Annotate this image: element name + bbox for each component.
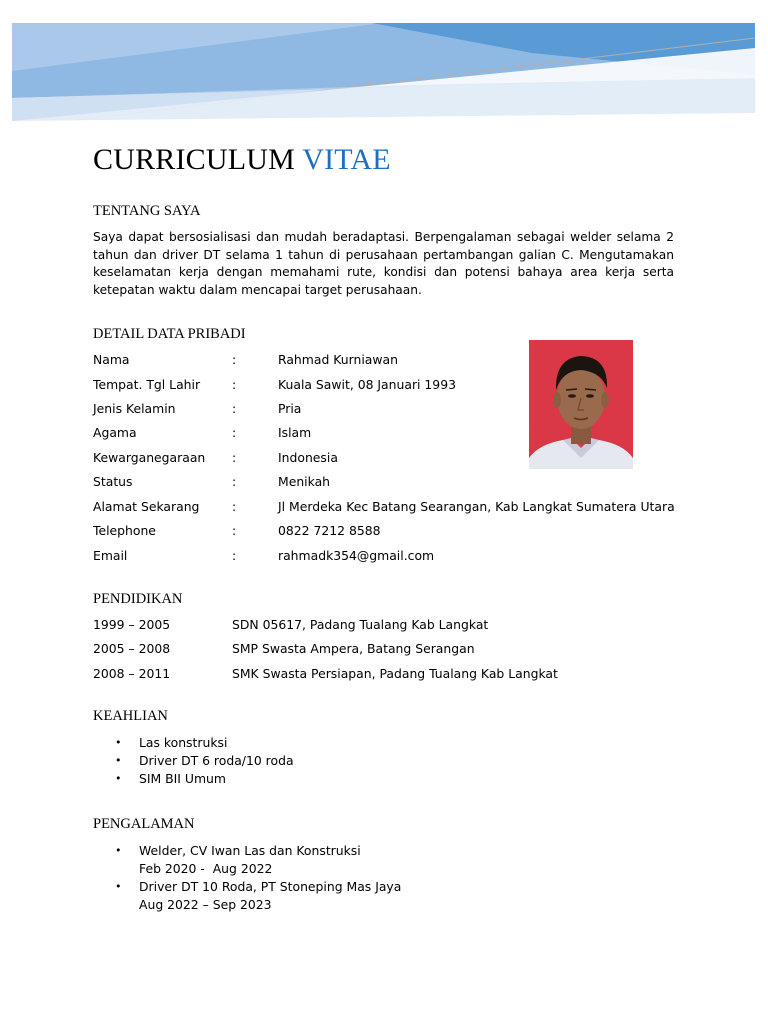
personal-separator: : xyxy=(232,450,237,465)
personal-label: Nama xyxy=(93,352,130,367)
banner-graphic xyxy=(12,23,755,133)
profile-photo xyxy=(529,340,633,469)
education-years: 2005 – 2008 xyxy=(93,641,171,656)
section-heading-personal: DETAIL DATA PRIBADI xyxy=(93,326,246,342)
education-school: SMP Swasta Ampera, Batang Serangan xyxy=(232,641,475,656)
personal-label: Jenis Kelamin xyxy=(93,401,176,416)
personal-label: Alamat Sekarang xyxy=(93,499,200,514)
section-heading-experience: PENGALAMAN xyxy=(93,816,195,832)
experience-title: Welder, CV Iwan Las dan Konstruksi xyxy=(139,843,361,858)
personal-separator: : xyxy=(232,352,237,367)
education-years: 1999 – 2005 xyxy=(93,617,171,632)
title-word-2: VITAE xyxy=(302,143,391,176)
personal-value: Indonesia xyxy=(278,450,338,465)
personal-separator: : xyxy=(232,425,237,440)
personal-value: Menikah xyxy=(278,474,331,489)
personal-label: Agama xyxy=(93,425,137,440)
personal-value: Islam xyxy=(278,425,312,440)
personal-separator: : xyxy=(232,499,237,514)
bullet-icon: • xyxy=(115,772,122,785)
skill-text: Las konstruksi xyxy=(139,735,228,750)
bullet-icon: • xyxy=(115,844,122,857)
bullet-icon: • xyxy=(115,880,122,893)
personal-label: Tempat. Tgl Lahir xyxy=(93,377,201,392)
experience-title: Driver DT 10 Roda, PT Stoneping Mas Jaya xyxy=(139,879,402,894)
education-years: 2008 – 2011 xyxy=(93,666,171,681)
personal-value: rahmadk354@gmail.com xyxy=(278,548,435,563)
personal-value: Kuala Sawit, 08 Januari 1993 xyxy=(278,377,456,392)
skill-text: Driver DT 6 roda/10 roda xyxy=(139,753,294,768)
section-heading-about: TENTANG SAYA xyxy=(93,203,201,219)
skill-text: SIM BII Umum xyxy=(139,771,226,786)
personal-separator: : xyxy=(232,548,237,563)
personal-label: Status xyxy=(93,474,133,489)
experience-period: Feb 2020 - Aug 2022 xyxy=(139,861,273,876)
title-word-1: CURRICULUM xyxy=(93,143,296,176)
personal-value: Pria xyxy=(278,401,302,416)
portrait-image xyxy=(529,340,633,469)
personal-label: Email xyxy=(93,548,128,563)
experience-period: Aug 2022 – Sep 2023 xyxy=(139,897,272,912)
personal-value: 0822 7212 8588 xyxy=(278,523,381,538)
section-heading-education: PENDIDIKAN xyxy=(93,591,183,607)
personal-value: Rahmad Kurniawan xyxy=(278,352,398,367)
personal-separator: : xyxy=(232,474,237,489)
education-school: SDN 05617, Padang Tualang Kab Langkat xyxy=(232,617,489,632)
personal-separator: : xyxy=(232,523,237,538)
personal-separator: : xyxy=(232,377,237,392)
about-paragraph: Saya dapat bersosialisasi dan mudah beradaptasi. Berpengalaman sebagai welder selama 2 tahun dan driver DT selama 1 tahun di perusahaan pertambangan galian C. Mengutamakan keselamatan kerja dengan memahami rute, kondisi dan potensi bahaya area kerja serta ketepatan waktu dalam mencapai target perusahaan. xyxy=(93,230,674,298)
personal-value: Jl Merdeka Kec Batang Searangan, Kab Langkat Sumatera Utara xyxy=(278,499,675,514)
section-heading-skills: KEAHLIAN xyxy=(93,708,168,724)
personal-label: Kewarganegaraan xyxy=(93,450,206,465)
bullet-icon: • xyxy=(115,736,122,749)
bullet-icon: • xyxy=(115,754,122,767)
personal-separator: : xyxy=(232,401,237,416)
document-title xyxy=(93,142,391,178)
header-banner xyxy=(12,23,755,133)
education-school: SMK Swasta Persiapan, Padang Tualang Kab Langkat xyxy=(232,666,558,681)
personal-label: Telephone xyxy=(93,523,156,538)
